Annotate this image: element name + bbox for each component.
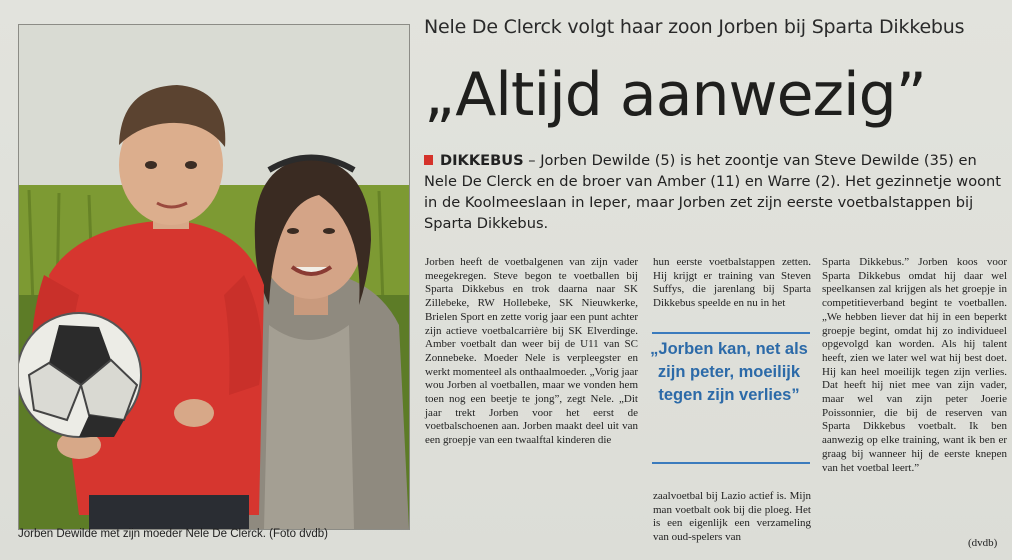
lead-text: – Jorben Dewilde (5) is het zoontje van Steve Dewilde (35) en Nele De Clerck en de broer van Amber (11) en Warre (2). Het gezinnetje woont in de Koolmeeslaan in Ieper, maar Jorben zet zijn eerste voetbalstappen bij Sparta Dikkebus. bbox=[424, 152, 1002, 232]
photo-caption: Jorben Dewilde met zijn moeder Nele De Clerck. (Foto dvdb) bbox=[18, 528, 328, 540]
lead-dateline: DIKKEBUS bbox=[440, 152, 524, 169]
quote-rule-bottom bbox=[652, 462, 810, 464]
author-credit: (dvdb) bbox=[968, 537, 998, 549]
column-3-text: Sparta Dikkebus.” Jorben koos voor Sparta Dikkebus omdat hij daar wel speelkansen zal krijgen als het groepje in competitieverband begint te voetballen. „We hebben liever dat hij in een beperkt groepje begint, omdat hij zo individueel opgevolgd kan worden. Als hij talent heeft, zien we later wel wat hij best doet. Hij kan heel moeilijk tegen zijn verlies. Dat heeft hij niet mee van zijn vader, maar wel van zijn peter Joerie Poissonnier, die bij de reserven van Sparta Dikkebus voetbalt. Ik ben aanwezig op elke training, want ik ben er graag bij wanneer hij de eerste knepen van het voetbal leert.” bbox=[822, 256, 1007, 474]
article-lead bbox=[424, 150, 1008, 234]
column-2-top-text: hun eerste voetbalstappen zetten. Hij krijgt er training van Steven Suffys, die jarenlang bij Sparta Dikkebus speelde en nu in het bbox=[653, 256, 811, 310]
pull-quote: „Jorben kan, net als zijn peter, moeilijk tegen zijn verlies” bbox=[650, 340, 808, 404]
column-2-bottom-text: zaalvoetbal bij Lazio actief is. Mijn man voetbalt ook bij die ploeg. Het is een eigenlijk een verzameling van oud-spelers van bbox=[653, 490, 811, 544]
article-kicker: Nele De Clerck volgt haar zoon Jorben bij Sparta Dikkebus bbox=[424, 16, 965, 38]
article-headline: „Altijd aanwezig” bbox=[424, 60, 926, 130]
column-1-text: Jorben heeft de voetbalgenen van zijn vader meegekregen. Steve begon te voetballen bij Sparta Dikkebus en trok daarna naar SK Zillebeke, RW Hollebeke, SK Nieuwkerke, Brielen Sport en zette vorig jaar een punt achter zijn actieve voetbalcarrière bij SK Elverdinge. Amber voetbalt dan weer bij de U11 van SC Zonnebeke. Moeder Nele is verpleegster en werkt momenteel als onthaalmoeder. „Vorig jaar wou Jorben al voetballen, maar we vonden hem toen nog een beetje te jong”, zegt Nele. „Dit jaar trekt Jorben voor het eerst de voetbalschoenen aan. Jorben maakt deel uit van een groepje van een twaalftal kinderen die bbox=[425, 256, 639, 447]
quote-rule-top bbox=[652, 332, 810, 334]
article-photo bbox=[18, 24, 410, 530]
article-column-3 bbox=[822, 256, 1007, 475]
section-marker-icon bbox=[424, 155, 433, 165]
article-column-2-top bbox=[653, 256, 811, 311]
article-column-1 bbox=[425, 256, 638, 448]
photo-illustration bbox=[19, 25, 409, 529]
article-column-2-bottom bbox=[653, 490, 811, 545]
